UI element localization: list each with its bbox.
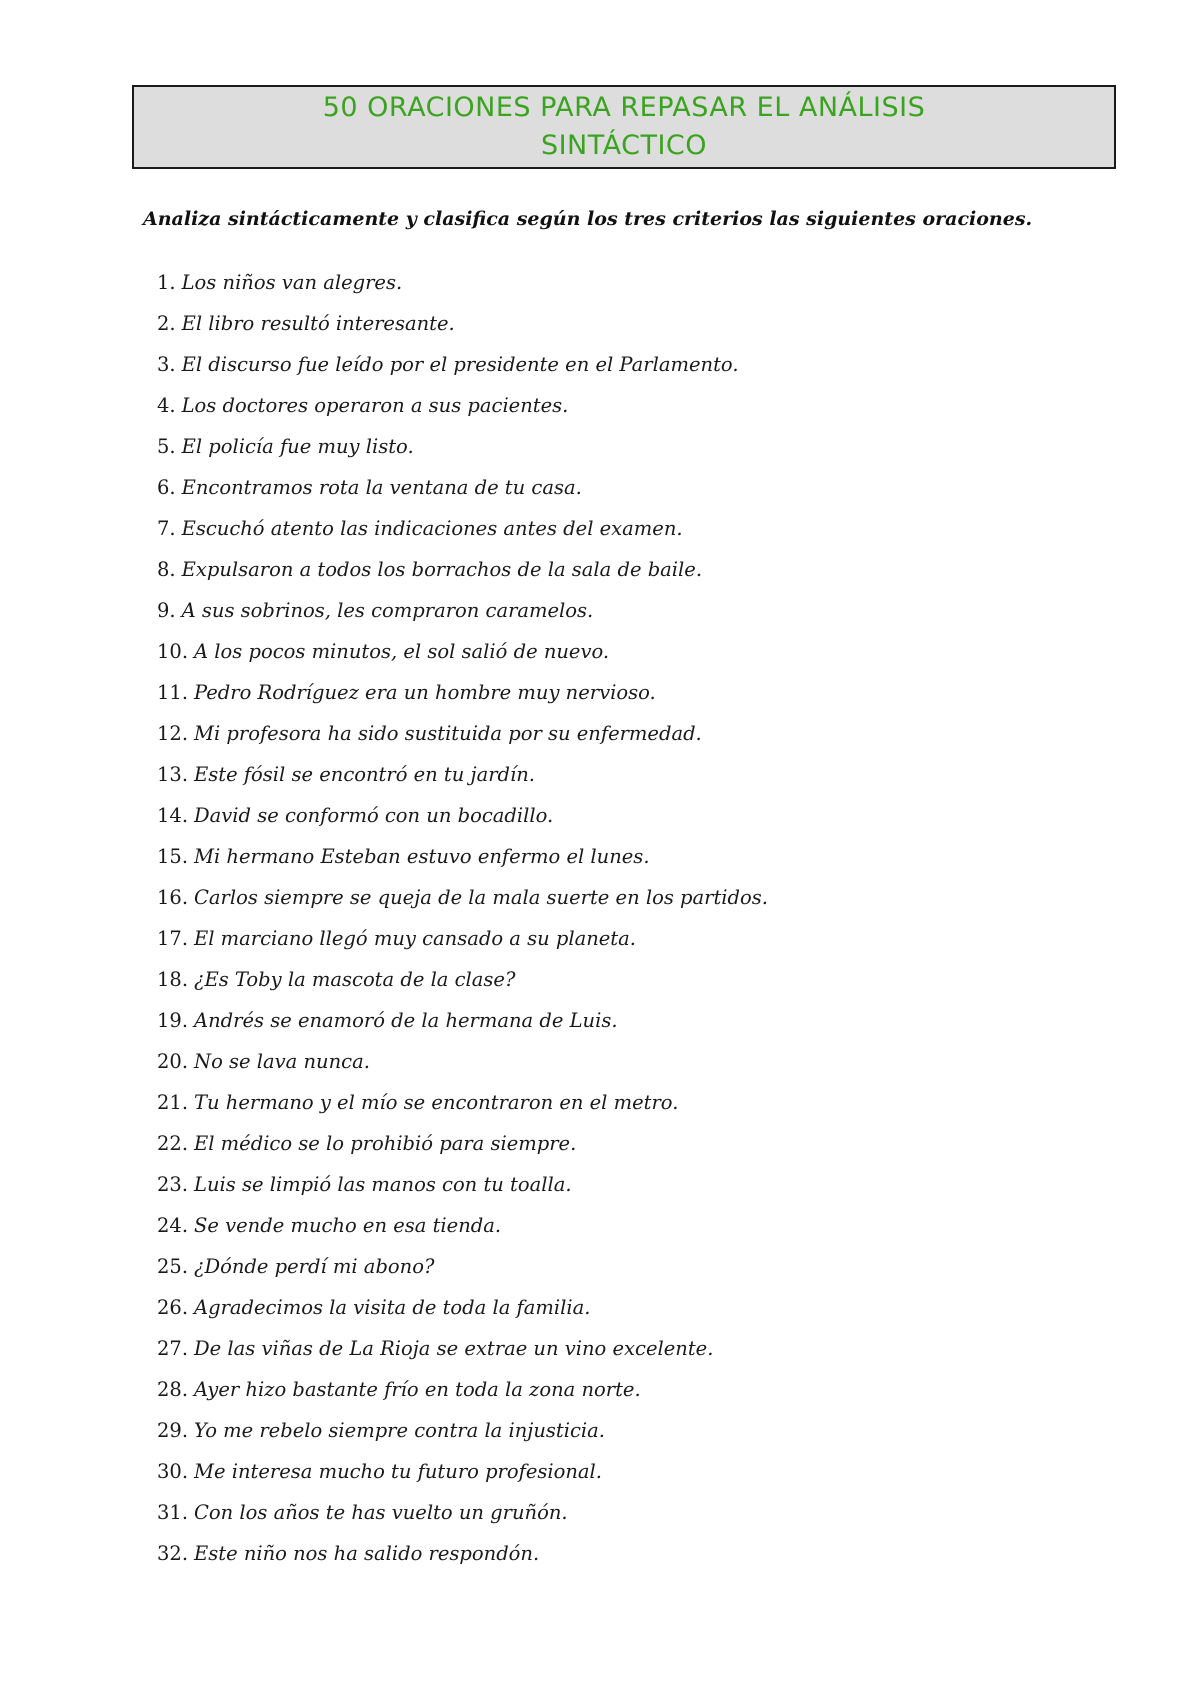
sentence-item [157,514,1107,555]
sentence-number: 26. [157,1296,189,1319]
sentence-item [157,473,1107,514]
sentence-item [157,432,1107,473]
sentence-text: El discurso fue leído por el presidente en el Parlamento. [181,353,739,376]
sentence-item [157,1293,1107,1334]
sentence-item [157,555,1107,596]
sentence-item [157,1375,1107,1416]
sentence-item [157,760,1107,801]
sentence-number: 22. [157,1132,189,1155]
sentence-text: Me interesa mucho tu futuro profesional. [194,1460,602,1483]
sentence-item [157,309,1107,350]
sentence-text: David se conformó con un bocadillo. [194,804,554,827]
sentence-number: 30. [157,1460,189,1483]
sentence-number: 15. [157,845,189,868]
sentence-item [157,965,1107,1006]
sentence-number: 7. [157,517,176,540]
sentence-item [157,842,1107,883]
sentence-number: 2. [157,312,176,335]
sentence-item [157,391,1107,432]
sentence-text: Los doctores operaron a sus pacientes. [181,394,569,417]
sentence-text: ¿Dónde perdí mi abono? [194,1255,435,1278]
sentence-number: 5. [157,435,176,458]
sentence-text: No se lava nunca. [194,1050,370,1073]
sentence-text: Con los años te has vuelto un gruñón. [194,1501,568,1524]
sentence-item [157,268,1107,309]
sentence-text: De las viñas de La Rioja se extrae un vino excelente. [194,1337,714,1360]
sentence-item [157,883,1107,924]
sentence-item [157,350,1107,391]
sentence-text: Carlos siempre se queja de la mala suerte en los partidos. [194,886,768,909]
sentence-text: Andrés se enamoró de la hermana de Luis. [194,1009,618,1032]
sentence-text: A los pocos minutos, el sol salió de nuevo. [194,640,610,663]
sentence-text: Yo me rebelo siempre contra la injusticia. [194,1419,605,1442]
title-line-2: SINTÁCTICO [540,130,708,161]
sentence-number: 21. [157,1091,189,1114]
sentence-number: 9. [157,599,176,622]
sentence-text: El marciano llegó muy cansado a su planeta. [194,927,636,950]
sentence-number: 29. [157,1419,189,1442]
sentence-number: 10. [157,640,189,663]
sentence-item [157,1088,1107,1129]
sentence-number: 11. [157,681,189,704]
sentence-item [157,719,1107,760]
sentence-number: 8. [157,558,176,581]
sentence-number: 14. [157,804,189,827]
sentence-text: Los niños van alegres. [181,271,403,294]
sentence-item [157,801,1107,842]
sentence-text: Este fósil se encontró en tu jardín. [194,763,535,786]
sentence-number: 16. [157,886,189,909]
sentence-text: Mi profesora ha sido sustituida por su enfermedad. [194,722,702,745]
sentence-number: 4. [157,394,176,417]
sentence-number: 6. [157,476,176,499]
sentence-number: 20. [157,1050,189,1073]
sentence-text: Este niño nos ha salido respondón. [194,1542,540,1565]
sentence-number: 18. [157,968,189,991]
sentence-list [157,268,1107,1580]
sentence-text: Encontramos rota la ventana de tu casa. [181,476,582,499]
sentence-item [157,1498,1107,1539]
sentence-number: 25. [157,1255,189,1278]
sentence-item [157,1006,1107,1047]
sentence-item [157,1252,1107,1293]
sentence-text: Ayer hizo bastante frío en toda la zona norte. [194,1378,641,1401]
sentence-text: El médico se lo prohibió para siempre. [194,1132,577,1155]
sentence-item [157,678,1107,719]
sentence-text: Luis se limpió las manos con tu toalla. [194,1173,572,1196]
sentence-item [157,924,1107,965]
sentence-item [157,1129,1107,1170]
sentence-item [157,1334,1107,1375]
title-line-1: 50 ORACIONES PARA REPASAR EL ANÁLISIS [322,92,926,123]
sentence-item [157,1539,1107,1580]
sentence-text: Tu hermano y el mío se encontraron en el metro. [194,1091,679,1114]
sentence-text: El libro resultó interesante. [181,312,455,335]
sentence-item [157,1170,1107,1211]
sentence-text: A sus sobrinos, les compraron caramelos. [181,599,594,622]
sentence-number: 27. [157,1337,189,1360]
sentence-number: 32. [157,1542,189,1565]
sentence-text: Pedro Rodríguez era un hombre muy nervioso. [194,681,656,704]
sentence-text: ¿Es Toby la mascota de la clase? [194,968,516,991]
sentence-number: 19. [157,1009,189,1032]
sentence-number: 24. [157,1214,189,1237]
sentence-number: 31. [157,1501,189,1524]
sentence-number: 13. [157,763,189,786]
sentence-item [157,1416,1107,1457]
sentence-number: 17. [157,927,189,950]
sentence-number: 3. [157,353,176,376]
sentence-number: 12. [157,722,189,745]
sentence-text: Agradecimos la visita de toda la familia. [194,1296,591,1319]
sentence-text: Mi hermano Esteban estuvo enfermo el lunes. [194,845,650,868]
sentence-item [157,1211,1107,1252]
sentence-text: El policía fue muy listo. [181,435,414,458]
sentence-item [157,1047,1107,1088]
title-box [132,85,1116,169]
instructions-text: Analiza sintácticamente y clasifica según los tres criterios las siguientes oraciones. [143,208,1033,230]
sentence-number: 23. [157,1173,189,1196]
sentence-item [157,596,1107,637]
sentence-item [157,1457,1107,1498]
sentence-text: Expulsaron a todos los borrachos de la sala de baile. [181,558,703,581]
sentence-number: 1. [157,271,176,294]
sentence-item [157,637,1107,678]
sentence-number: 28. [157,1378,189,1401]
sentence-text: Escuchó atento las indicaciones antes del examen. [181,517,683,540]
sentence-text: Se vende mucho en esa tienda. [194,1214,502,1237]
